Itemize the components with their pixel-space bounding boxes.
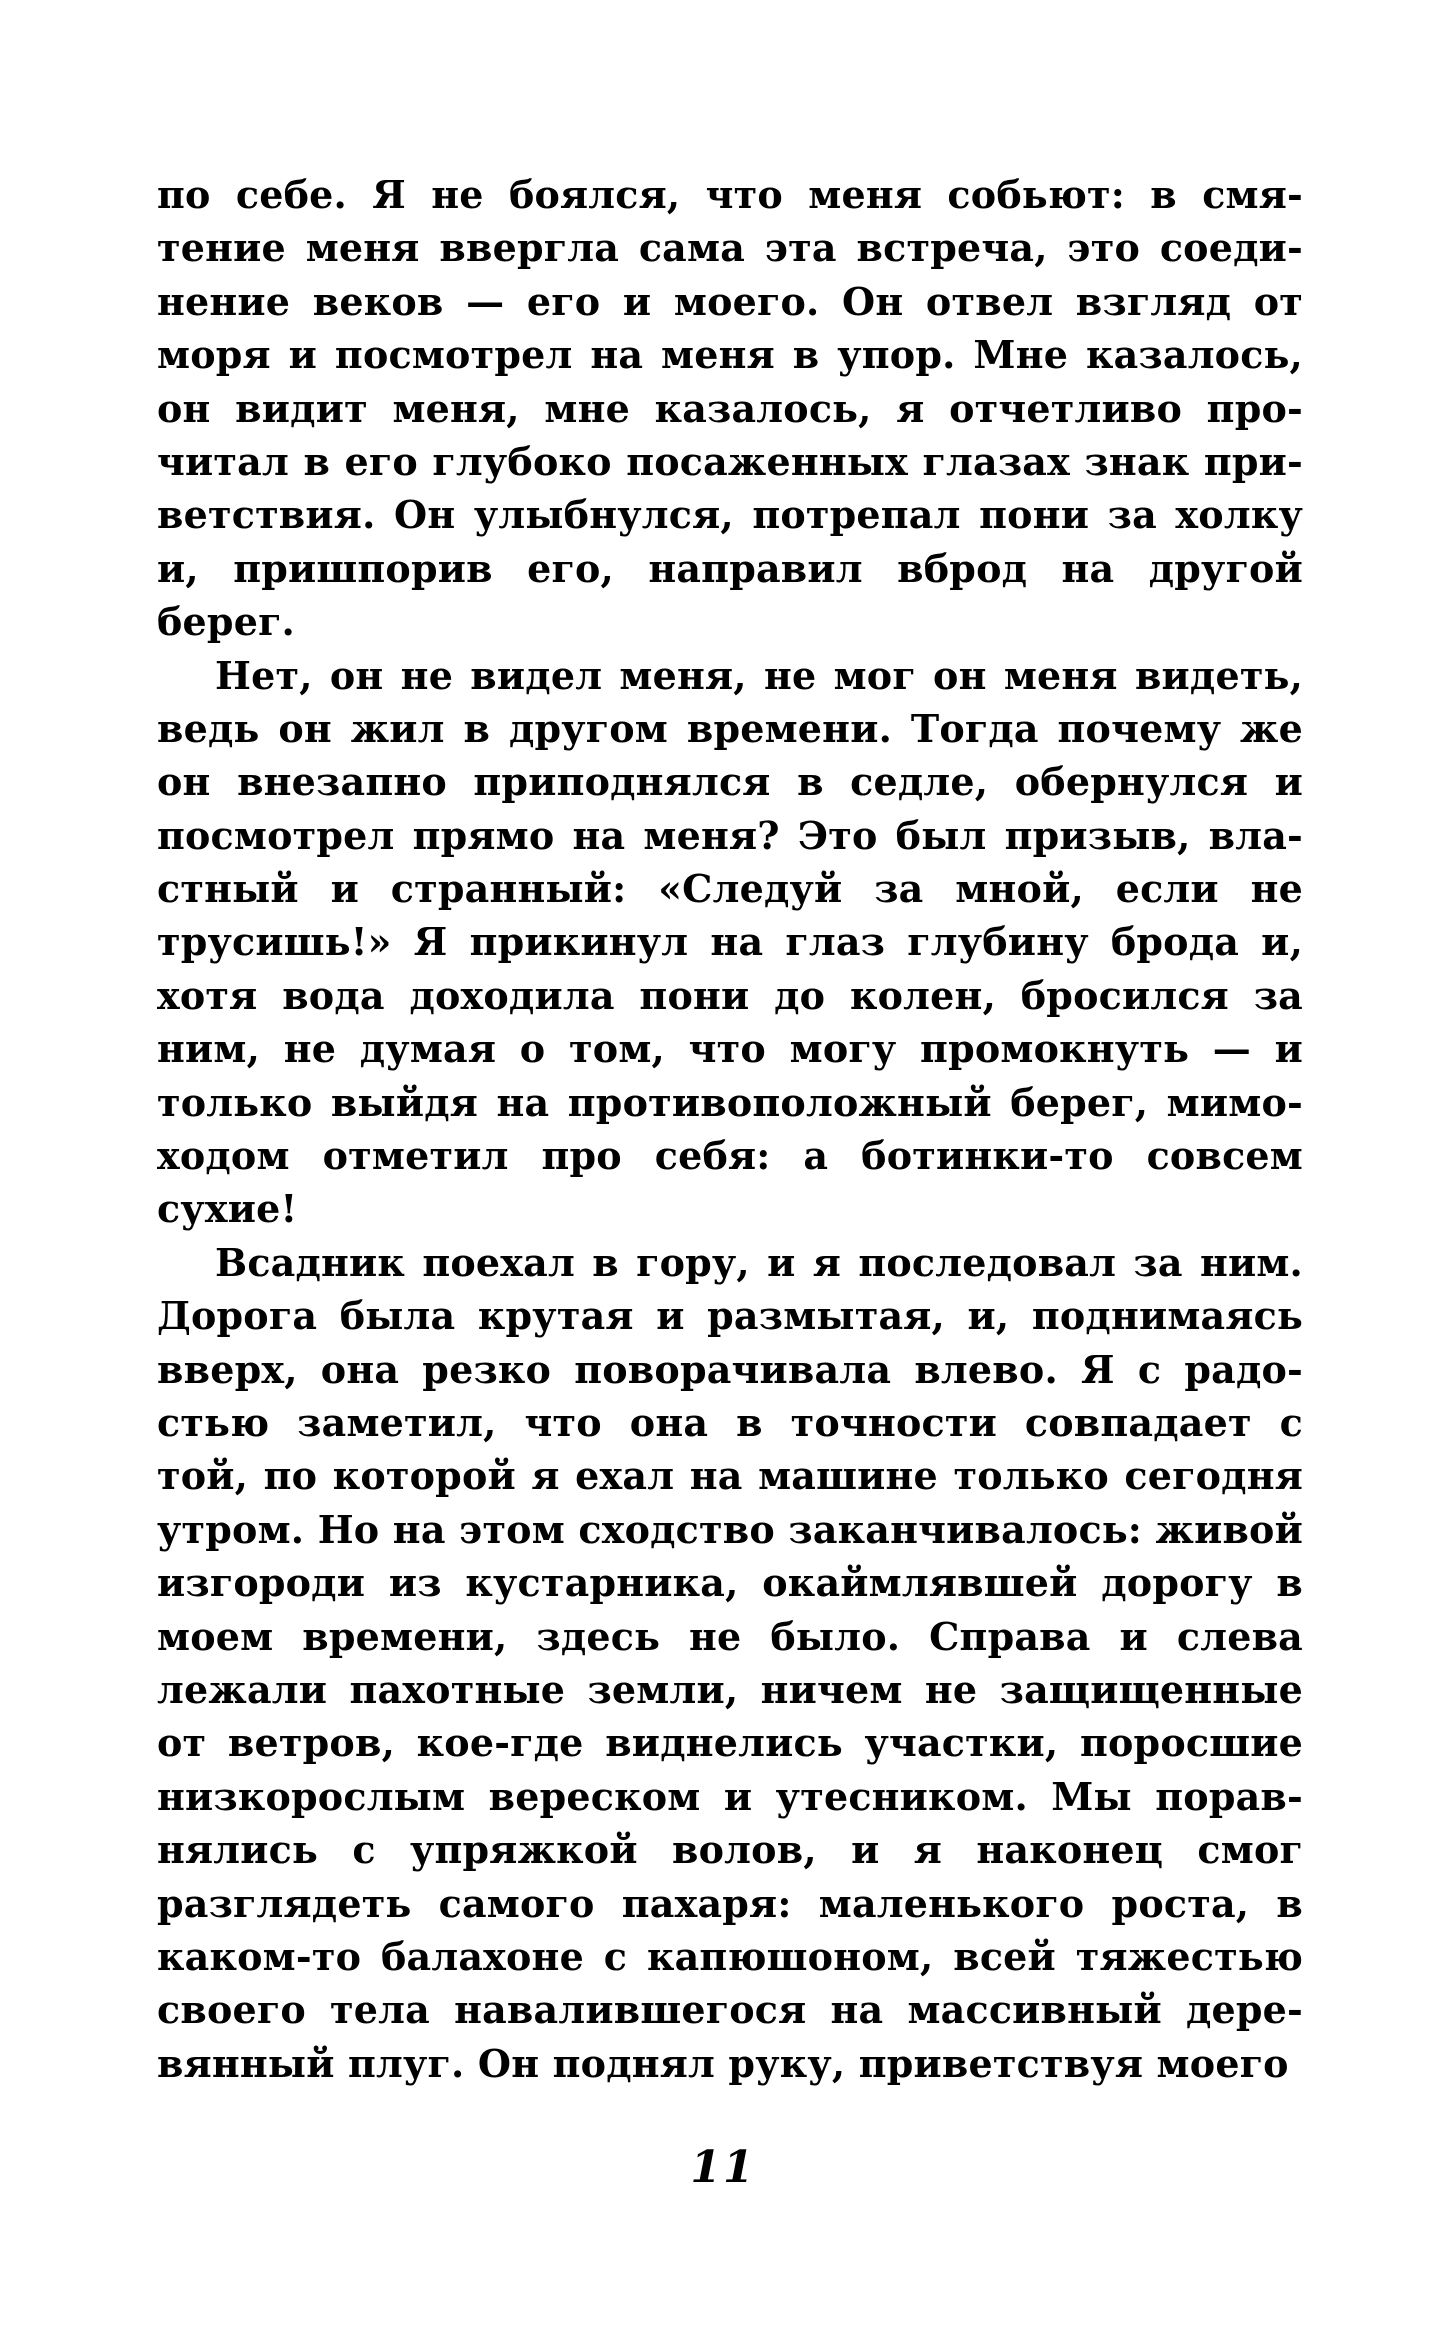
text-line: [157, 328, 1303, 381]
text-line-content: только выйдя на противоположный берег, мимо-: [157, 1079, 1303, 1125]
text-line: [157, 1022, 1303, 1075]
text-line: [157, 755, 1303, 808]
text-line: [157, 1983, 1303, 2036]
text-line-content: и, пришпорив его, направил вброд на другой: [157, 545, 1303, 591]
text-line: [157, 1343, 1303, 1396]
text-line-content: ним, не думая о том, что могу промокнуть — и: [157, 1026, 1303, 1072]
text-line: [157, 2037, 1303, 2090]
text-line: [157, 1930, 1303, 1983]
text-line-content: ветствия. Он улыбнулся, потрепал пони за холку: [157, 492, 1303, 538]
paragraph: [157, 168, 1303, 649]
paragraph: [157, 649, 1303, 1236]
text-line-content: ходом отметил про себя: а ботинки-то совсем: [157, 1133, 1303, 1179]
text-line: [157, 1663, 1303, 1716]
text-line-content: трусишь!» Я прикинул на глаз глубину брода и,: [157, 919, 1303, 965]
text-line: [157, 1449, 1303, 1502]
text-line: [157, 702, 1303, 755]
text-line-content: изгороди из кустарника, окаймлявшей дорогу в: [157, 1560, 1303, 1606]
text-line: [157, 1289, 1303, 1342]
text-line: [157, 1182, 1303, 1235]
text-line-content: сухие!: [157, 1186, 298, 1232]
text-line-content: вянный плуг. Он поднял руку, приветствуя моего: [157, 2040, 1289, 2086]
body-text: [157, 168, 1303, 2090]
paragraph: [157, 1236, 1303, 2090]
text-line-content: нялись с упряжкой волов, и я наконец смог: [157, 1827, 1303, 1873]
text-line: [157, 595, 1303, 648]
text-line: [157, 382, 1303, 435]
text-line-content: ведь он жил в другом времени. Тогда почему же: [157, 705, 1303, 751]
text-line: [157, 649, 1303, 702]
text-line: [157, 1556, 1303, 1609]
text-line-content: от ветров, кое-где виднелись участки, поросшие: [157, 1720, 1303, 1766]
text-line: [157, 1877, 1303, 1930]
text-line: [157, 275, 1303, 328]
text-line-content: Всадник поехал в гору, и я последовал за ним.: [215, 1239, 1303, 1285]
text-line-content: хотя вода доходила пони до колен, бросился за: [157, 972, 1303, 1018]
text-line: [157, 915, 1303, 968]
text-line-content: берег.: [157, 599, 295, 645]
text-line-content: разглядеть самого пахаря: маленького роста, в: [157, 1880, 1303, 1926]
text-line: [157, 488, 1303, 541]
page-number: 11: [690, 2142, 756, 2193]
text-line-content: моря и посмотрел на меня в упор. Мне казалось,: [157, 332, 1303, 378]
text-line-content: нение веков — его и моего. Он отвел взгляд от: [157, 278, 1303, 324]
text-line: [157, 1236, 1303, 1289]
text-line: [157, 809, 1303, 862]
text-line: [157, 168, 1303, 221]
text-line-content: низкорослым вереском и утесником. Мы порав-: [157, 1773, 1303, 1819]
text-line-content: своего тела навалившегося на массивный дере-: [157, 1987, 1303, 2033]
text-line-content: лежали пахотные земли, ничем не защищенные: [157, 1666, 1303, 1712]
text-line-content: каком-то балахоне с капюшоном, всей тяжестью: [157, 1933, 1303, 1979]
text-line: [157, 435, 1303, 488]
text-line: [157, 969, 1303, 1022]
text-line: [157, 1503, 1303, 1556]
text-line: [157, 1823, 1303, 1876]
text-line-content: стный и странный: «Следуй за мной, если не: [157, 866, 1303, 912]
text-line: [157, 1610, 1303, 1663]
text-line-content: утром. Но на этом сходство заканчивалось: живой: [157, 1506, 1303, 1552]
text-line: [157, 1716, 1303, 1769]
text-line-content: посмотрел прямо на меня? Это был призыв, вла-: [157, 812, 1303, 858]
text-line-content: вверх, она резко поворачивала влево. Я с радо-: [157, 1346, 1303, 1392]
text-line-content: моем времени, здесь не было. Справа и слева: [157, 1613, 1303, 1659]
text-line-content: по себе. Я не боялся, что меня собьют: в смя-: [157, 172, 1303, 217]
text-line-content: он внезапно приподнялся в седле, обернулся и: [157, 759, 1303, 805]
text-line: [157, 1770, 1303, 1823]
text-line: [157, 1396, 1303, 1449]
text-line-content: Дорога была крутая и размытая, и, поднимаясь: [157, 1293, 1303, 1339]
text-line-content: стью заметил, что она в точности совпадает с: [157, 1399, 1303, 1445]
text-line-content: той, по которой я ехал на машине только сегодня: [157, 1453, 1303, 1499]
text-line-content: тение меня ввергла сама эта встреча, это соеди-: [157, 225, 1303, 271]
text-line-content: он видит меня, мне казалось, я отчетливо про-: [157, 385, 1303, 431]
text-line-content: читал в его глубоко посаженных глазах знак при-: [157, 438, 1303, 484]
text-line-content: Нет, он не видел меня, не мог он меня видеть,: [215, 652, 1303, 698]
text-line: [157, 221, 1303, 274]
text-line: [157, 1129, 1303, 1182]
text-line: [157, 542, 1303, 595]
text-line: [157, 862, 1303, 915]
text-line: [157, 1076, 1303, 1129]
